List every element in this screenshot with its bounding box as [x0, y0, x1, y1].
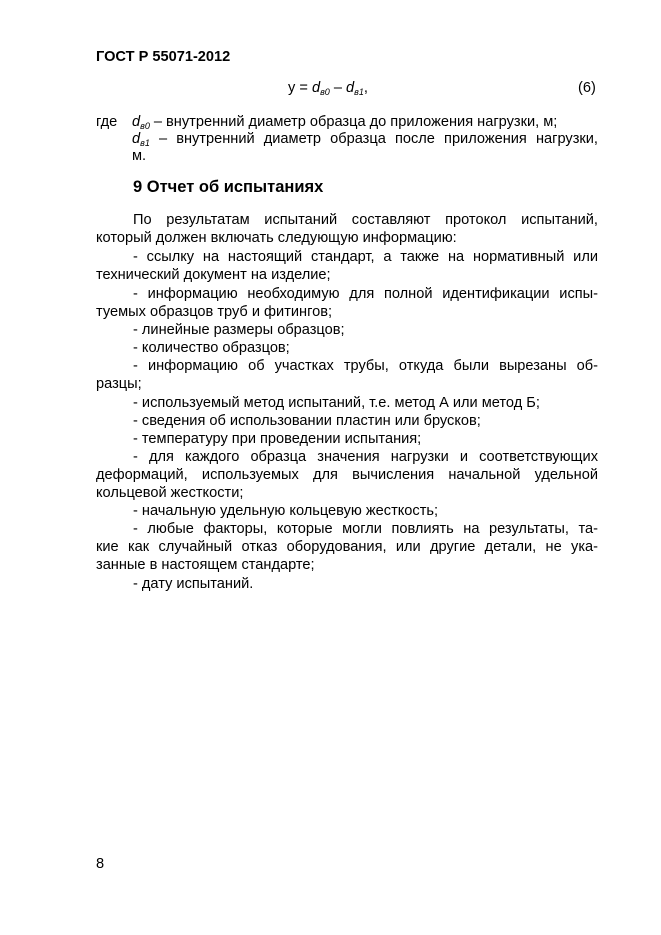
formula-d0: $d_{в0}$ [311, 80, 330, 97]
body-line: - количество образцов; [133, 340, 290, 356]
body-line: - линейные размеры образцов; [133, 322, 345, 338]
section-title: 9 Отчет об испытаниях [133, 178, 324, 196]
body-line: - информацию необходимую для полной идентификации испы- [133, 286, 598, 302]
body-line: - ссылку на настоящий стандарт, а также на нормативный или [133, 249, 598, 265]
where-line-1 [96, 114, 598, 132]
formula-d1: $d_{в1}$ [346, 80, 364, 97]
page-number: 8 [96, 856, 105, 872]
body-line: - используемый метод испытаний, т.е. метод А или метод Б; [133, 395, 540, 411]
body-line: - начальную удельную кольцевую жесткость; [133, 503, 439, 519]
body-line: технический документ на изделие; [96, 267, 331, 283]
body-line: По результатам испытаний составляют протокол испытаний, [133, 212, 598, 228]
where-definition-2: $d_{в1}$ – внутренний диаметр образца после приложения нагрузки, [132, 131, 598, 148]
body-line: - для каждого образца значения нагрузки и соответствующих [133, 449, 598, 465]
body-line: кие как случайный отказ оборудования, или другие детали, не ука- [96, 539, 598, 555]
formula-minus: – [329, 80, 346, 96]
where-line-3 [96, 148, 598, 166]
body-line: - любые факторы, которые могли повлиять на результаты, та- [133, 521, 598, 537]
body-line: - температуру при проведении испытания; [133, 431, 422, 447]
body-line: занные в настоящем стандарте; [96, 557, 315, 573]
formula-6 [288, 80, 368, 97]
body-line: разцы; [96, 376, 142, 392]
formula-number: (6) [578, 80, 596, 96]
where-line-2 [96, 131, 598, 149]
body-line: - информацию об участках трубы, откуда были вырезаны об- [133, 358, 598, 374]
document-header: ГОСТ Р 55071-2012 [96, 49, 231, 65]
where-definition-2-cont: м. [132, 148, 147, 164]
body-line: туемых образцов труб и фитингов; [96, 304, 333, 320]
where-definition-1: $d_{в0}$ – внутренний диаметр образца до приложения нагрузки, м; [132, 114, 558, 131]
formula-lhs: y = [288, 80, 312, 96]
body-line: - дату испытаний. [133, 576, 254, 592]
body-line: - сведения об использовании пластин или брусков; [133, 413, 481, 429]
formula-tail: , [363, 80, 368, 96]
where-label: где [96, 114, 118, 130]
body-line: который должен включать следующую информацию: [96, 230, 457, 246]
body-line: деформаций, используемых для вычисления начальной удельной [96, 467, 598, 483]
body-line: кольцевой жесткости; [96, 485, 244, 501]
